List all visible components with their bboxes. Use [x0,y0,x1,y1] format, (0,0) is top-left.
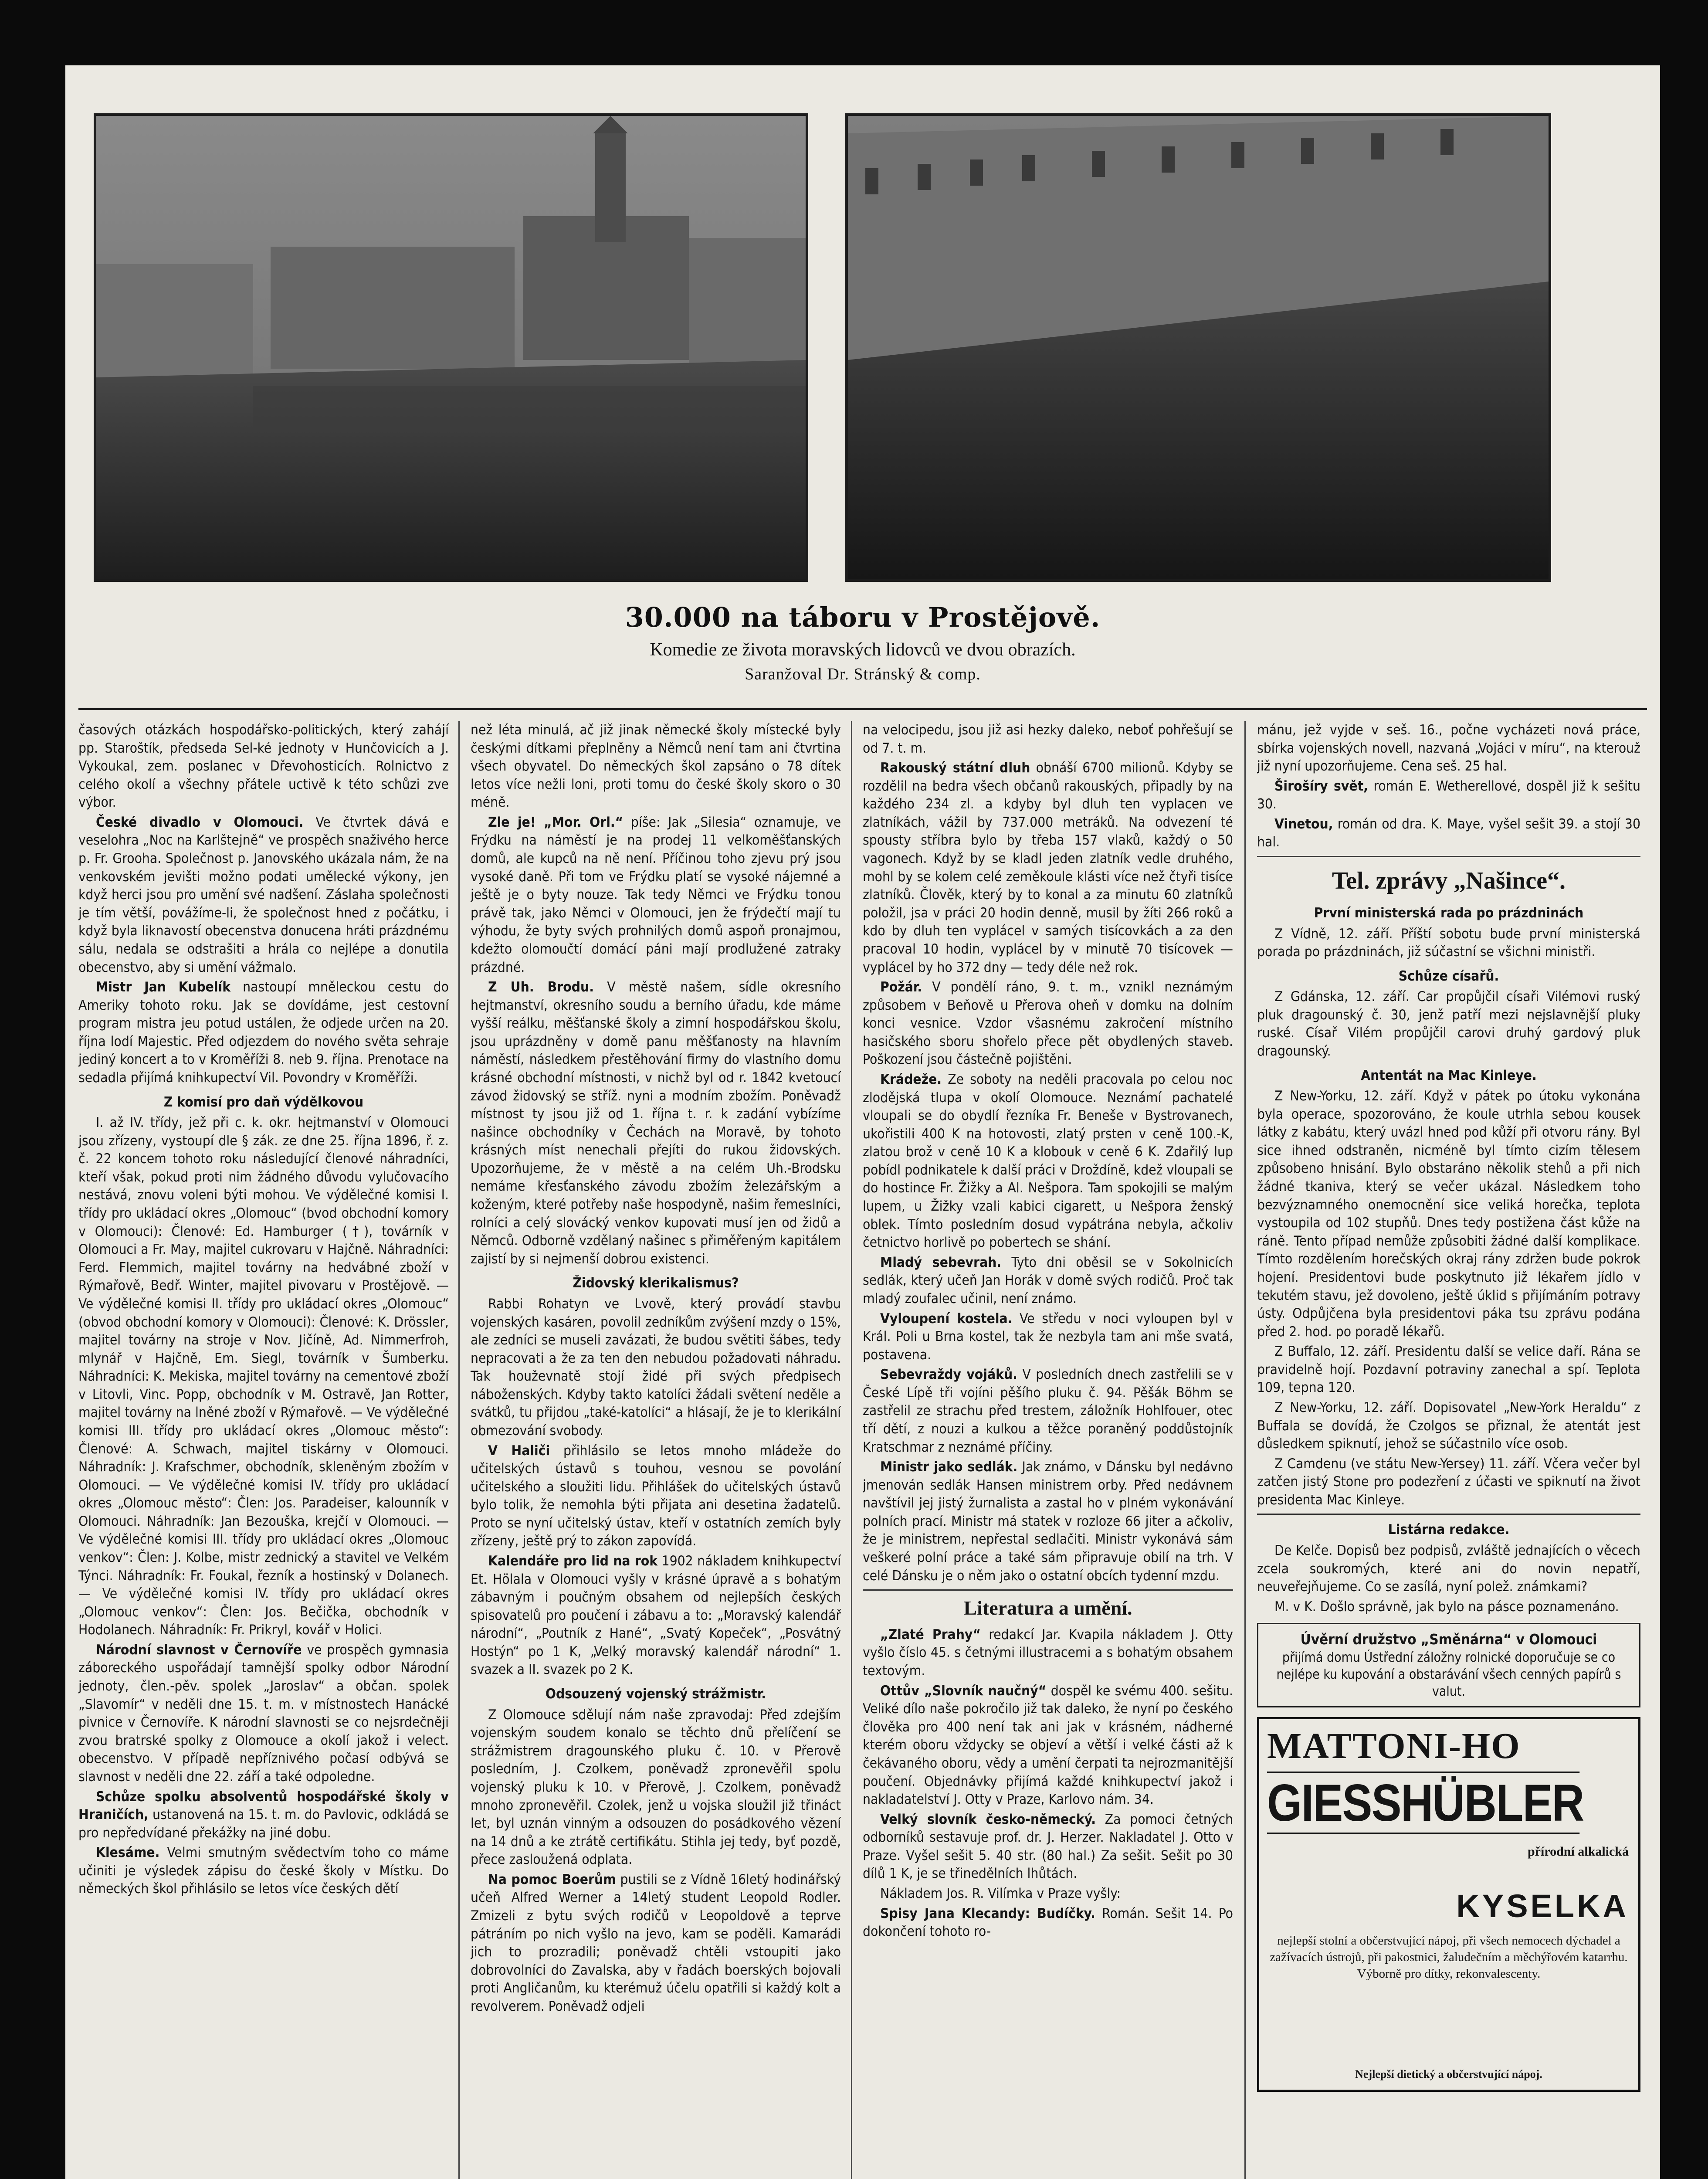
article-heading: České divadlo v Olomouci. [96,814,304,830]
mattoni-advertisement [1257,1717,1640,2092]
article-heading: Širošíry svět, [1274,778,1368,794]
caption-author: Saranžoval Dr. Stránský & comp. [745,665,981,683]
article [863,1905,1233,1941]
text-column-3 [863,721,1233,2179]
section-heading-listarna: Listárna redakce. [1388,1522,1510,1538]
cooperative-title: Úvěrní družstvo „Směnárna“ v Olomouci [1300,1631,1597,1648]
article-text: časových otázkách hospodářsko-politických, který zahájí pp. Staroštík, předseda Sel-ké jednoty v Hunčovicích a J. Vykoukal, zem. poslanec v Dřevohosticích. Rolnictvo z celého okolí a všechny přátele uctivě k této schůzi zve výbor. [78,722,449,811]
article-heading: Rakouský státní dluh [880,760,1030,776]
article [471,1442,841,1551]
article [471,814,841,977]
article [78,1788,449,1843]
article [863,759,1233,977]
article-heading: Spisy Jana Klecandy: Budíčky. [880,1905,1095,1921]
text-column-2 [471,721,841,2179]
article-text: píše: Jak „Silesia“ oznamuje, ve Frýdku na náměstí je na prodej 11 velkoměšťanských domů, ale kupců na ně není. Příčinou toho zjevu prý jsou vysoké daně. Při tom ve Frýdku platí se vysoké nájemné a ještě je o byty nouze. Tak tedy Němci ve Frýdku tonou právě tak, jako Němci v Olomouci, jen že frýdečtí mají tu výhodu, že byty svých prohnilých domů aspoň pronajmou, kdežto olomoučtí domácí páni mají prodlužené zatraky prázdné. [471,814,841,975]
newspaper-page [65,65,1660,2179]
article-text: V pondělí ráno, 9. t. m., vznikl neznámým způsobem v Beňově u Přerova oheň v domku na dolním konci vesnice. Vzdor všasnému zakročení místního hasičského sboru shořelo přece pět obydlených staveb. Poškození jsou částečně pojištěni. [863,979,1233,1068]
article-text: ve prospěch gymnasia záboreckého uspořádají tamnější spolky odbor Národní jednoty, člen.-pěv. spolek „Jaroslav“ a občan. spolek „Slavomír“ v neděli dne 15. t. m. v místnostech Hanácké pivnice v Černovíře. K národní slavnosti se co nejsrdečněji zvou bratrské spolky z Olomouce a okolí jakož i velect. obecenstvo. V případě nepříznivého počasí odbývá se slavnost v neděli dne 22. září a také odpoledne. [78,1642,449,1785]
article [863,1682,1233,1809]
photo-caption [65,601,1660,684]
article-heading: Na pomoc Boerům [488,1871,616,1887]
ad-footer: Nejlepší dietický a občerstvující nápoj. [1355,2067,1542,2081]
article [863,1458,1233,1585]
photo-left-illustration [96,116,806,579]
article-heading: Odsouzený vojenský strážmistr. [545,1686,766,1702]
article [863,1811,1233,1883]
ad-descriptor: přírodní alkalická [1527,1844,1629,1859]
article [1257,777,1640,814]
article-text: román E. Wetherellové, dospěl již k sešitu 30. [1257,778,1640,812]
article-heading: Zle je! „Mor. Orl.“ [488,814,624,830]
article-text: Z Camdenu (ve státu New-Yersey) 11. září. Včera večer byl zatčen jistý Stone pro podezření z účasti ve spiknutí na život presidenta Mac Kinleye. [1257,1456,1640,1508]
article-text: pustili se z Vídně 16letý hodinářský učeň Alfred Werner a 14letý student Leopold Rodler. Zmizeli z bytu svých rodičů v Leopoldově a teprve pátráním po nich vyšlo na jevo, kam se poděli. Kamarádi jich to prozradili; poněvadž chtěli vstoupiti jako dobrovolníci do Zavalska, aby v řadách boerských bojovali proti Angličanům, ku kterémuž účelu opatřili si každý kolt a revolverem. Poněvadž odjeli [471,1871,841,2014]
article-heading: Ottův „Slovník naučný“ [880,1683,1047,1699]
caption-subtitle: Komedie ze života moravských lidovců ve dvou obrazích. [650,640,1076,660]
ad-brand-giesshubler: GIESSHÜBLER [1267,1772,1579,1834]
article-heading: Krádeže. [880,1071,942,1087]
article [78,814,449,977]
article-text: I. až IV. třídy, jež při c. k. okr. hejtmanství v Olomouci jsou zřízeny, vystoupí dle § zák. ze dne 25. října 1896, ř. z. č. 22 koncem tohoto roku následující členové náhradníci, kteří však, pokud proti nim žádného důvodu vylučovacího nestává, znovu voleni býti mohou. Ve výdělečné komisi I. třídy pro ukládací okres „Olomouc“ (bvod obchodní komory v Olomouci): Členové: Ed. Hamburger (†), továrník v Olomouci a Fr. May, majitel cukrovaru v Hajčně. Náhradníci: Ferd. Flemmich, majitel továrny na hedvábné zboží v Rýmařově, Bedř. Winter, majitel pivovaru v Prostějově. — Ve výdělečné komisi II. třídy pro ukládací okres „Olomouc“ (obvod obchodní komory v Olomouci): Členové: K. Drössler, majitel továrny na stroje v Nov. Jičíně, Ad. Nimmerfroh, mlynář v Hajčně, Em. Siegl, továrník v Šumberku. Náhradníci: K. Mekiska, majitel továrny na cementové zboží v Litovli, Vinc. Popp, obchodník v M. Ostravě, Jan Rotter, majitel továrny na lněné zboží v Rýmařově. — Ve výdělečné komisi III. třídy pro ukládací okres „Olomouc město“: Členové: A. Schwach, majitel tiskárny v Olomouci. Náhradník: J. Krafschmer, obchodník, skleněným zbožím v Olomouci. — Ve výdělečné komisi IV. třídy pro ukládací okres „Olomouc město“: Člen: Jos. Paradeiser, kalounník v Olomouci. Náhradník: Jan Bezouška, krejčí v Olomouci. — Ve výdělečné komisi III. třídy pro ukládací okres „Olomouc venkov“: Člen: J. Kolbe, mistr zednický a stavitel ve Velkém Týnci. Náhradník: Fr. Foukal, řezník a hostinský v Dolanech. — Ve výdělečné komisi IV. třídy pro ukládací okres „Olomouc venkov“: Člen: Jos. Bečička, obchodník v Hodolanech. Náhradník: Fr. Prikryl, kovář v Holici. [78,1115,449,1638]
text-column-4 [1257,721,1640,2179]
column-divider [851,721,852,2179]
article-text: M. v K. Došlo správně, jak bylo na pásce poznamenáno. [1274,1599,1619,1615]
article [863,1366,1233,1456]
article-text: Jak známo, v Dánsku byl nedávno jmenován sedlák Hansen ministrem orby. Před nedávnem navštívil jej jistý žurnalista a zastal ho v plném vykonávání polních prací. Ministr má statek v rozloze 66 jiter a ačkoliv, že je ministrem, nepřestal sedlačiti. Ministr vykonává sám veškeré polní práce a také sám připravuje obilí na trh. V celé Dánsku je o něm jako o ostatní obcích tydenní mzdu. [863,1459,1233,1584]
article-heading: Klesáme. [96,1845,160,1861]
ad-kyselka: KYSELKA [1456,1888,1629,1924]
article-text: 1902 nákladem knihkupectví Et. Hölala v Olomouci vyšly v krásné úpravě a s bohatým zábavným i poučným obsahem od nejlepších českých spisovatelů pro poučení i zábavu a to: „Moravský kalendář národní“, „Poutník z Hané“, „Svatý Kopeček“, „Posvátný Hostýn“ po 1 K, „Velký moravský kalendář národní“ 1. svazek a II. svazek po 2 K. [471,1553,841,1678]
article-heading: V Haliči [488,1442,550,1459]
article [471,1552,841,1679]
article-text: redakcí Jar. Kvapila nákladem J. Otty vyšlo číslo 45. s četnými illustracemi a s bohatým obsahem textovým. [863,1626,1233,1679]
article-text: Román. Sešit 14. Po dokončení tohoto ro- [863,1905,1233,1940]
article-text: dospěl ke svému 400. sešitu. Veliké dílo naše pokročilo již tak daleko, že nyní po českého člověka pro 400 není tak ani jak v krásném, nádherné kterém oboru vždycky se objeví a větší i velké části až k čekávaného oboru, vědy a umění čerpati ta nejrozmanitější poučení. Objednávky přijímá každé knihkupectví jakož i nakladatelství J. Otty v Praze, Karlovo nám. 34. [863,1683,1233,1808]
article-text: Z Vídně, 12. září. Příští sobotu bude první ministerská porada po prázdninách, již súčastní se všichni ministři. [1257,926,1640,960]
article-text: Z Buffalo, 12. září. Presidentu další se velice daří. Rána se pravidelně hojí. Pozdavní potraviny zanechal a spí. Teplota 109, tepna 120. [1257,1344,1640,1396]
article-text: Z Olomouce sdělují nám naše zpravodaj: Před zdejším vojenským soudem konalo se těchto dnů přelíčení se strážmistrem dragounského pluku č. 10. v Přerově posledním, J. Czolkem, poněvadž zpronevěřil spolu vojenský pluku k 10. v Přerově, J. Czolkem, poněvadž mnoho zpronevěřil. Czolek, jenž u vojska sloužil již třináct let, byl uznán vinným a odsouzen do posádkového vězení na 14 dnů a ke ztrátě certifikátu. Stihla jej tedy, byť pozdě, přece zasloužená odplata. [471,1707,841,1868]
article-heading: Mistr Jan Kubelík [96,979,231,995]
article-text: Nákladem Jos. R. Vilímka v Praze vyšly: [880,1885,1121,1901]
article-heading: Sebevraždy vojáků. [880,1367,1017,1383]
article-heading: Židovský klerikalismus? [573,1275,739,1291]
article-heading: Požár. [880,979,922,995]
article [863,1626,1233,1680]
article-text: Rabbi Rohatyn ve Lvově, který provádí stavbu vojenských kasáren, povolil zedníkům zvýšení mzdy o 15%, ale zedníci se museli zavázati, že budou světiti šábes, tedy nepracovati a že za ten den nebudou požadovati náhradu. Tak houževnatě stojí židé při svých předpisech náboženských. Kdyby takto katolíci žádali světení neděle a svátků, tu přijdou „také-katolíci“ a hlásají, že je to klerikální obmezování svobody. [471,1296,841,1439]
article-text: Za pomoci četných odborníků sestavuje prof. dr. J. Herzer. Nakladatel J. Otto v Praze. Vyšel sešit 5. 40 str. (80 hal.) Za sešit. Sešit po 30 dílů 1 K, je se třinedělních lhůtách. [863,1811,1233,1882]
article [863,1071,1233,1252]
cooperative-body: přijímá domu Ústřední záložny rolnické doporučuje se co nejlépe ku kupování a obstarávání všech cenných papírů s valut. [1276,1650,1621,1700]
subheading: Antentát na Mac Kinleye. [1361,1067,1537,1083]
text-column-1 [78,721,449,2179]
ad-brand-mattoni: MATTONI-HO [1267,1726,1521,1767]
article [78,978,449,1087]
horizontal-rule [78,708,1647,710]
article-text: Z New-Yorku, 12. září. Když v pátek po útoku vykonána byla operace, spozorováno, že koule utrhla sebou kousek látky z kabátu, který uvázl hned pod kůží při otvoru rány. Byl sice ihned odstraněn, nicméně byl tímto cizím tělesem způsobeno hnisání. Bylo obstaráno několik stehů a při nich žádné tkaniva, který se večer ukázal. Následkem toho bezvýznamného onemocnění sice veliká horečka, teplota vystoupila od 102 stupňů. Dnes tedy postižena část kůže na ráně. Tento případ nemůže způsobiti žádné další komplikace. Tímto rozdělením horečských okraj rány zdržen bude pokrok hojení. Presidentovi bude poskytnuto již lékařem jídlo v tekutém stavu, jež dovoleno, ještě úklid s přijímáním potravy ústy. Odpůjčena byla presidentovi páka tsu zprávu podána před 2. hod. po poradě lékařů. [1257,1088,1640,1340]
article [1257,815,1640,852]
article [863,1254,1233,1308]
article-text: než léta minulá, ač již jinak německé školy místecké byly českými dítkami přeplněny a Němců není tam ani čtvrtina všech obyvatel. Do německých škol zapsáno o 78 dítek letos více nežli loni, proti tomu do české školy skoro o 30 méně. [471,722,841,811]
ad-body: nejlepší stolní a občerstvující nápoj, při všech nemocech dýchadel a zažívacích ústrojů, při pakostnici, žaludečním a měchýřovém katarrhu. Výborně pro dítky, rekonvalescenty. [1270,1934,1628,1981]
article-text: přihlásilo se letos mnoho mládeže do učitelských ústavů s touhou, vesnou se povolání učitelského a sloužiti lidu. Přihlášek do učitelských ústavů bylo tolik, že nemohla býti přijata ani desetina žadatelů. Proto se nyní učitelský ústav, kteří v ostatních zemích byly zřízeny, ještě prý to zákon zapovídá. [471,1442,841,1549]
caption-title: 30.000 na táboru v Prostějově. [625,601,1101,633]
article-heading: Z komisí pro daň výdělkovou [163,1094,364,1110]
article [471,1871,841,2016]
article-text: V posledních dnech zastřelili se v České Lípě tři vojíni pěšího pluku č. 94. Pěšák Böhm se zastřelil ze strachu před trestem, záložník Hohlfouer, otec tří dětí, z nouzi a kulkou a těžce poraněný poddůstojník Kratschmar z neznámé příčiny. [863,1367,1233,1455]
article-heading: Schůze spolku absolventů hospodářské školy v Hraničích, [78,1789,449,1823]
article-heading: Z Uh. Brodu. [488,979,594,995]
article-text: Ve čtvrtek dává e veselohra „Noc na Karlštejně“ ve prospěch snaživého herce p. Fr. Grooha. Společnost p. Janovského ukázala nám, že na venkovském jevišti možno podati umělecké výkony, jen když herci jsou pro umění své nadšení. Záslaha společnosti je tím větší, povážíme-li, že společnost hned z počátku, i když byla liknavostí obecenstva donucena hráti prázdnému sálu, nedala se odstrašiti a hrála co nejlépe a donutila obecenstvo, aby si umění vážmalo. [78,814,449,975]
article-text: nastoupí mněleckou cestu do Ameriky tohoto roku. Jak se dovídáme, jest cestovní program mistra jeu potud ustálen, že odjede určen na 20. října lodí Majestic. Před odjezdem do nového světa sehraje jediný koncert a to v Kroměříži 8. neb 9. října. Prenotace na sedadla přijímá knihkupectví Vil. Povondry v Kroměříži. [78,979,449,1086]
article-heading: Ministr jako sedlák. [880,1459,1018,1475]
article-heading: Vinetou, [1274,816,1333,832]
article-heading: Vyloupení kostela. [880,1310,1013,1327]
article-text: román od dra. K. Maye, vyšel sešit 39. a stojí 30 hal. [1257,816,1640,850]
article [78,1844,449,1898]
subheading: Schůze císařů. [1398,968,1499,984]
article-heading: Mladý sebevrah. [880,1254,1002,1270]
section-rule [1257,856,1640,857]
article-heading: Kalendáře pro lid na rok [488,1553,658,1569]
section-heading-literature: Literatura a umění. [963,1597,1132,1619]
article-text: Ve středu v noci vyloupen byl v Král. Poli u Brna kostel, tak že nezbyla tam ani mše svatá, postavena. [863,1310,1233,1363]
article-text: obnáší 6700 milionů. Kdyby se rozdělil na bedra všech občanů rakouských, připadly by na každého 234 zl. a kdyby byl dluh ten vyplacen ve zlatníkách, vážil by 737.000 metráků. Na odvezení té spousty stříbra bylo by třeba 157 vlaků, každý o 50 vagonech. Když by se kladl jeden zlatník vedle druhého, mohl by se kolem celé zeměkoule klásti více než čtyři tisíce zlatníků. Člověk, který by to konal a za minutu 60 zlatníků položil, jsa v práci 20 hodin denně, musil by žíti 266 roků a kdo by dluh ten vyplácel v samých tisícovkách a za den pracoval 10 hodin, vyplácel by v minutě 70 tisícovek — vyplácel by ho 372 dny — tedy déle než rok. [863,760,1233,975]
article-text: na velocipedu, jsou již asi hezky daleko, neboť pohřešují se od 7. t. m. [863,722,1233,756]
article [471,978,841,1268]
photo-right-crowd-street [845,113,1551,582]
article-text: ustanovená na 15. t. m. do Pavlovic, odkládá se pro nepředvídané překážky na jiné dobu. [78,1807,449,1841]
subheading: První ministerská rada po prázdninách [1314,905,1584,921]
article-heading: „Zlaté Prahy“ [880,1626,981,1643]
article-heading: Národní slavnost v Černovíře [96,1642,302,1658]
article-text: Velmi smutným svědectvím toho co máme učiniti je výsledek zápisu do české školy v Místku. Do německých škol přihlásilo se letos více českých dětí [78,1845,449,1897]
article-text: De Kelče. Dopisů bez podpisů, zvláště jednajících o věcech zcela soukromých, které ani do novin nepatří, neuveřejňujeme. Co se zasílá, nyní polež. známkami? [1257,1543,1640,1595]
article-heading: Velký slovník česko-německý. [880,1811,1096,1827]
section-rule [863,1589,1233,1591]
article-text: Tyto dni oběsil se v Sokolnicích sedlák, který učeň Jan Horák v domě svých rodičů. Proč tak mladý zoufalec učinil, není známo. [863,1254,1233,1307]
article [78,1641,449,1786]
article-text: V městě našem, sídle okresního hejtmanství, okresního soudu a berního úřadu, kde máme vyšší reálku, měšťanské školy a zimní hospodářskou školu, jsou uprázdněny v domě panu měšťanosty na hlavním náměstí, následkem přestěhování firmy do vlastního domu krásné obchodní místnosti, v nichž byl od r. 1842 kvetoucí závod židovský se stříž. nyni a modním zbožím. Poněvadž místnost ty jsou již od 1. října t. r. k zadání vybízíme našince obchodníky v Čechách na Moravě, by tohoto krásných míst nenechali přejíti do rukou židovských. Upozorňujeme, že v městě a na celém Uh.-Brodsku nemáme křesťanského závodu zbožím železářským a koženým, které potřeby naše hospodyně, našim řemeslníci, rolníci a celý slovácký venkov kupovati musí jen od židů a Němců. Odborně vzdělaný našinec s přiměřeným kapitálem zajistí by si nejmenší dobrou existenci. [471,979,841,1267]
column-divider [1244,721,1246,2179]
section-rule [1257,1514,1640,1515]
article [863,1310,1233,1364]
column-divider [458,721,460,2179]
section-heading-telegrams: Tel. zprávy „Našince“. [1332,867,1566,895]
article-text: Z Gdánska, 12. září. Car propůjčil císaři Vilémovi ruský pluk dragounský č. 30, jenž patří mezi nejslavnější pluky ruské. Císař Vilém propůjčil carovi druhý gardový pluk dragounský. [1257,989,1640,1059]
cooperative-notice [1257,1623,1640,1707]
photo-right-illustration [848,116,1549,579]
photo-left-crowd-square [94,113,808,582]
article-text: Z New-Yorku, 12. září. Dopisovatel „New-York Heraldu“ z Buffala se dovídá, že Czolgos se přiznal, že atentát jest důsledkem spiknutí, jehož se súčastnilo více osob. [1257,1399,1640,1452]
article-text: Ze soboty na neděli pracovala po celou noc zlodějská tlupa v okolí Olomouce. Neznámí pachatelé vloupali se do obydlí řezníka Fr. Beneše v Bystrovanech, ukořistili 400 K na hotovosti, zlatý prsten v ceně 100.-K, zlatou brož v ceně 10 K a klobouk v ceně 6 K. Zdařilý lup pobídl podnikatele k další práci v Droždíně, kdež vloupali se do hostince Fr. Žižky a Al. Nešpora. Tam spokojili se malým lupem, u Žižky vzali kabici cigarett, u Nešpora ženský oblek. Tímto posledním dosud vypátrána nebyla, ačkoliv četnictvo horlivě po pobertech se shání. [863,1071,1233,1251]
article [863,978,1233,1069]
article-text: mánu, jež vyjde v seš. 16., počne vycházeti nová práce, sbírka vojenských novell, nazvaná „Vojáci v míru“, na kterouž již nyní upozorňujeme. Cena seš. 25 hal. [1257,722,1640,774]
